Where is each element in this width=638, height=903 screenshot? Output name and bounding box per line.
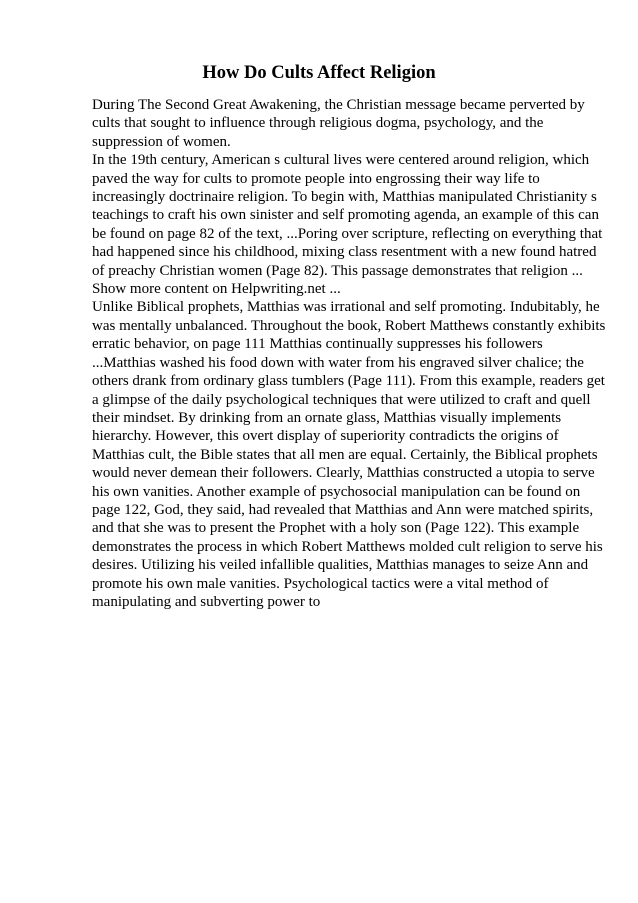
text-line: page 122, God, they said, had revealed that Matthias and Ann were matched spirits, [92,501,594,518]
page-title: How Do Cults Affect Religion [202,63,436,83]
text-line: be found on page 82 of the text, ...Poring over scripture, reflecting on everything that [92,225,603,242]
text-line: their mindset. By drinking from an ornate glass, Matthias visually implements [92,409,562,426]
text-line: Matthias cult, the Bible states that all men are equal. Certainly, the Biblical prophets [92,446,598,463]
text-line: erratic behavior, on page 111 Matthias continually suppresses his followers [92,336,543,353]
text-line: and that she was to present the Prophet with a holy son (Page 122). This example [92,520,580,537]
text-line: increasingly doctrinaire religion. To begin with, Matthias manipulated Christianity s [92,189,597,206]
text-line: demonstrates the process in which Robert Matthews molded cult religion to serve his [92,538,603,555]
text-line: manipulating and subverting power to [92,593,321,610]
text-line: a glimpse of the daily psychological techniques that were utilized to craft and quell [92,391,591,408]
document-body [92,96,612,611]
text-line: promote his own male vanities. Psychological tactics were a vital method of [92,575,549,592]
text-line: would never demean their followers. Clearly, Matthias constructed a utopia to serve [92,465,595,482]
text-line: paved the way for cults to promote people into engrossing their way life to [92,170,540,187]
text-line: others drank from ordinary glass tumblers (Page 111). From this example, readers get [92,373,605,390]
text-line: teachings to craft his own sinister and self promoting agenda, an example of this can [92,207,599,224]
text-line: Show more content on Helpwriting.net ... [92,281,341,298]
text-line: his own vanities. Another example of psychosocial manipulation can be found on [92,483,581,500]
text-line: During The Second Great Awakening, the Christian message became perverted by [92,97,585,113]
text-line: of preachy Christian women (Page 82). This passage demonstrates that religion ... [92,262,583,279]
text-line: ...Matthias washed his food down with water from his engraved silver chalice; the [92,354,584,371]
text-line: had happened since his childhood, mixing class resentment with a new found hatred [92,244,597,261]
text-line: Unlike Biblical prophets, Matthias was irrational and self promoting. Indubitably, he [92,299,600,316]
text-line: cults that sought to influence through religious dogma, psychology, and the [92,115,544,132]
text-line: In the 19th century, American s cultural lives were centered around religion, which [92,152,590,169]
text-line: suppression of women. [92,133,231,150]
text-line: was mentally unbalanced. Throughout the book, Robert Matthews constantly exhibits [92,317,606,334]
text-line: hierarchy. However, this overt display of superiority contradicts the origins of [92,428,559,445]
text-line: desires. Utilizing his veiled infallible qualities, Matthias manages to seize Ann and [92,557,589,574]
